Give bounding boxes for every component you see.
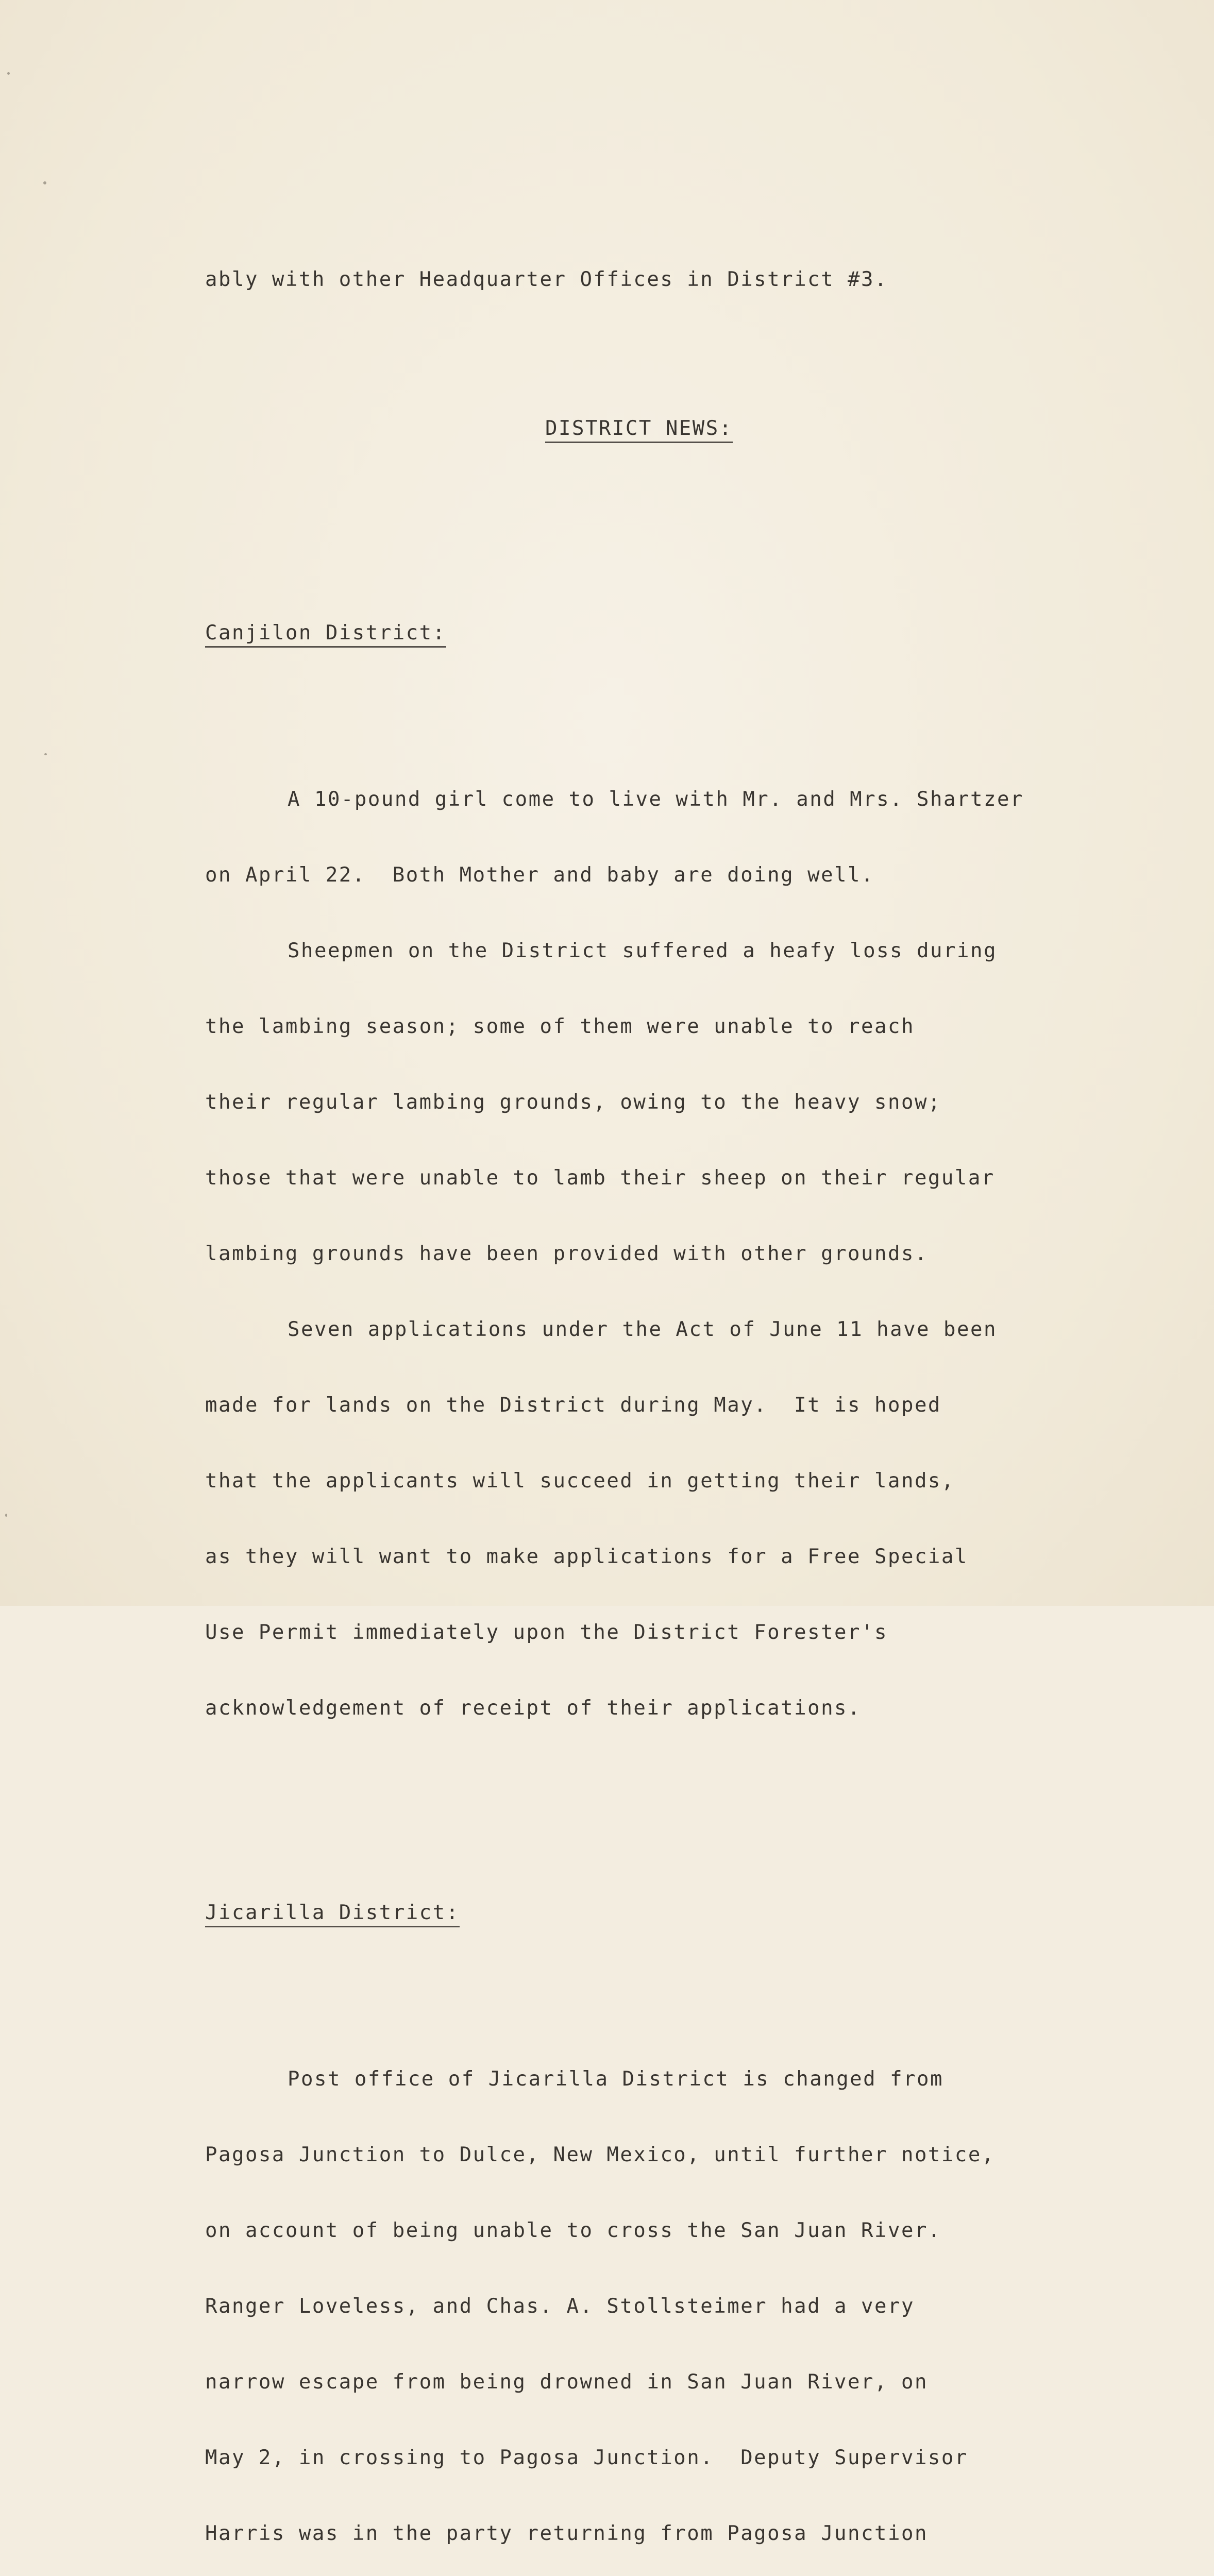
paper-speck [5,1514,7,1517]
section-heading-canjilon: Canjilon District: [205,621,446,645]
paragraph-line: on account of being unable to cross the San Juan River. [205,2219,941,2242]
paragraph-line: A 10-pound girl come to live with Mr. and Mrs. Shartzer [288,788,1024,811]
news-title-row [205,416,1133,441]
paragraph-line: acknowledgement of receipt of their applications. [205,1697,862,1720]
paragraph-line: on April 22. Both Mother and baby are doing well. [205,863,874,887]
paragraph-line: narrow escape from being drowned in San Juan River, on [205,2370,928,2394]
paragraph-line: Use Permit immediately upon the District Forester's [205,1621,888,1644]
paragraph-line: Ranger Loveless, and Chas. A. Stollsteimer had a very [205,2295,915,2318]
paragraph-line: the lambing season; some of them were unable to reach [205,1015,915,1038]
paragraph-line: May 2, in crossing to Pagosa Junction. Deputy Supervisor [205,2446,968,2469]
opening-line: ably with other Headquarter Offices in District #3. [205,268,888,291]
paragraph-line: Sheepmen on the District suffered a heafy loss during [288,939,997,962]
paper-speck [44,753,47,755]
paper-speck [43,181,46,184]
paper-speck [7,72,10,75]
document-title: DISTRICT NEWS: [545,417,733,440]
paragraph-line: that the applicants will succeed in getting their lands, [205,1469,955,1493]
document-body [205,216,1133,2576]
paragraph-line: their regular lambing grounds, owing to the heavy snow; [205,1091,941,1114]
paragraph-line: Harris was in the party returning from Pagosa Junction [205,2522,928,2545]
paragraph-line: as they will want to make applications for a Free Special [205,1545,968,1568]
paragraph-line: Pagosa Junction to Dulce, New Mexico, until further notice, [205,2143,995,2166]
paragraph-line: those that were unable to lamb their sheep on their regular [205,1166,995,1190]
paragraph-line: made for lands on the District during May. It is hoped [205,1394,941,1417]
section-heading-row [205,1900,1133,1925]
section-heading-row [205,620,1133,646]
paragraph-line: Seven applications under the Act of June 11 have been [288,1318,997,1341]
section-heading-jicarilla: Jicarilla District: [205,1901,460,1924]
paragraph-line: Post office of Jicarilla District is changed from [288,2067,944,2091]
paragraph-line: lambing grounds have been provided with other grounds. [205,1242,928,1265]
